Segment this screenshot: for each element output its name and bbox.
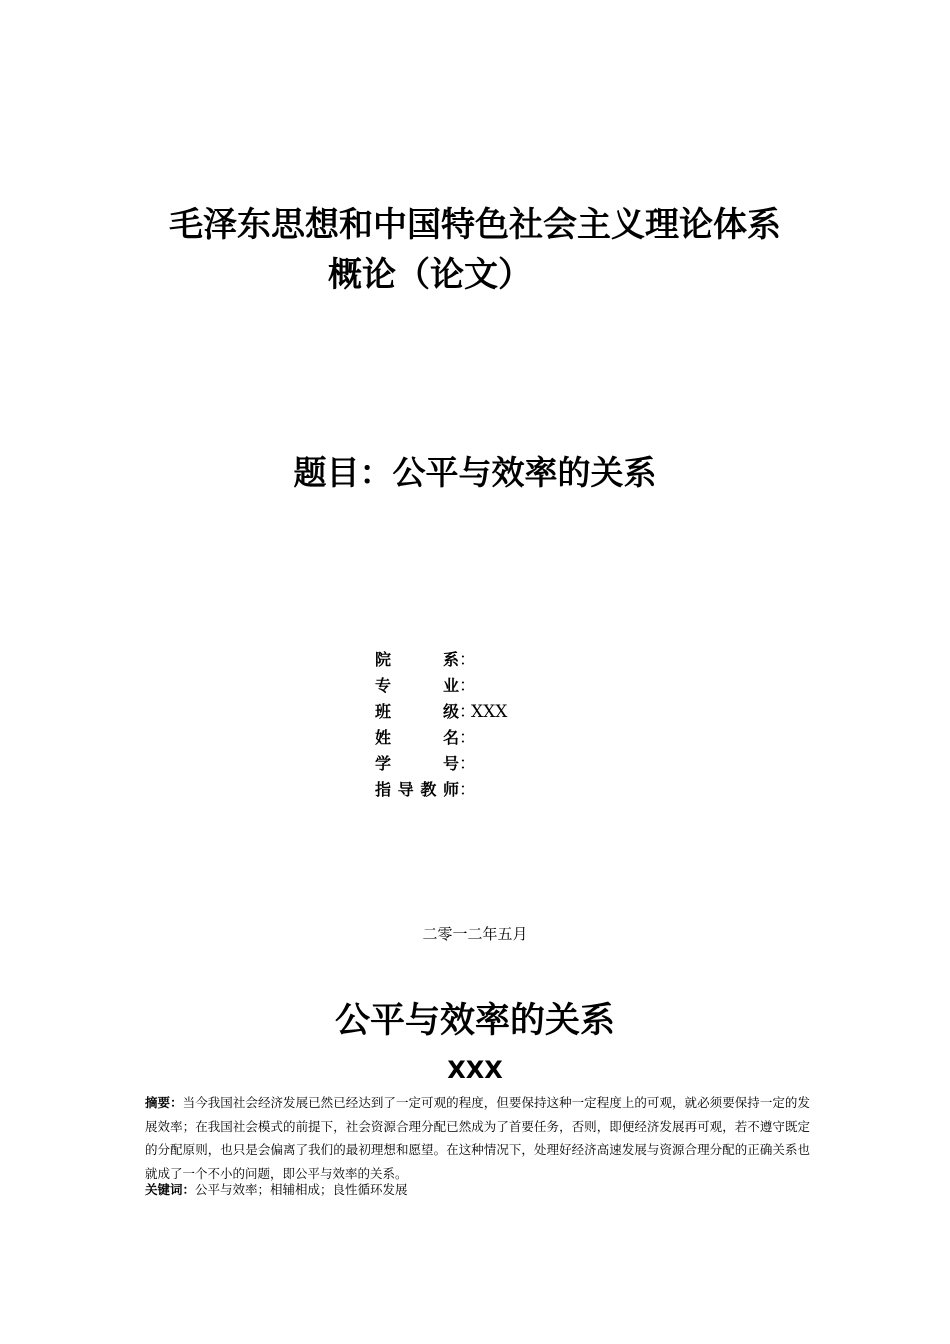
keywords-label: 关键词： — [145, 1182, 196, 1197]
keywords-text: 公平与效率；相辅相成；良性循环发展 — [195, 1182, 408, 1197]
course-title — [0, 200, 950, 300]
info-row-student-id — [375, 751, 507, 777]
info-colon: ： — [459, 676, 476, 696]
info-colon: ： — [459, 702, 476, 722]
info-row-department — [375, 647, 507, 673]
course-title-line1: 毛泽东思想和中国特色社会主义理论体系 — [169, 205, 781, 245]
paper-author: XXX — [447, 1056, 503, 1084]
abstract-label: 摘要： — [145, 1095, 183, 1110]
info-label: 专业 — [375, 676, 459, 695]
info-label: 姓名 — [375, 728, 459, 747]
info-label: 指导教师 — [375, 780, 459, 799]
info-label: 班级 — [375, 702, 459, 721]
topic-label: 题目： — [293, 453, 393, 492]
info-row-major — [375, 673, 507, 699]
course-title-line2: 概论（论文） — [328, 255, 532, 295]
info-colon: ： — [459, 780, 476, 800]
paper-topic — [0, 450, 950, 496]
paper-title: 公平与效率的关系 — [334, 1001, 615, 1041]
info-label: 院系 — [375, 650, 459, 669]
abstract-text: 当今我国社会经济发展已然已经达到了一定可观的程度，但要保持这种一定程度上的可观，就必须要保持一定的发展效率；在我国社会模式的前提下，社会资源合理分配已然成为了首要任务，否则，即便经济发展再可观，若不遵守既定的分配原则，也只是会偏离了我们的最初理想和愿望。在这种情况下，处理好经济高速发展与资源合理分配的正确关系也就成了一个不小的问题，即公平与效率的关系。 — [145, 1095, 810, 1181]
abstract — [145, 1091, 810, 1185]
student-info — [375, 647, 507, 803]
info-colon: ： — [459, 728, 476, 748]
topic-value: 公平与效率的关系 — [392, 453, 657, 492]
info-colon: ： — [459, 754, 476, 774]
info-row-name — [375, 725, 507, 751]
info-colon: ： — [459, 650, 476, 670]
info-label: 学号 — [375, 754, 459, 773]
info-value: XXX — [471, 702, 508, 722]
cover-date: 二零一二年五月 — [422, 925, 528, 943]
info-row-advisor — [375, 777, 507, 803]
info-row-class — [375, 699, 507, 725]
keywords — [145, 1178, 810, 1201]
